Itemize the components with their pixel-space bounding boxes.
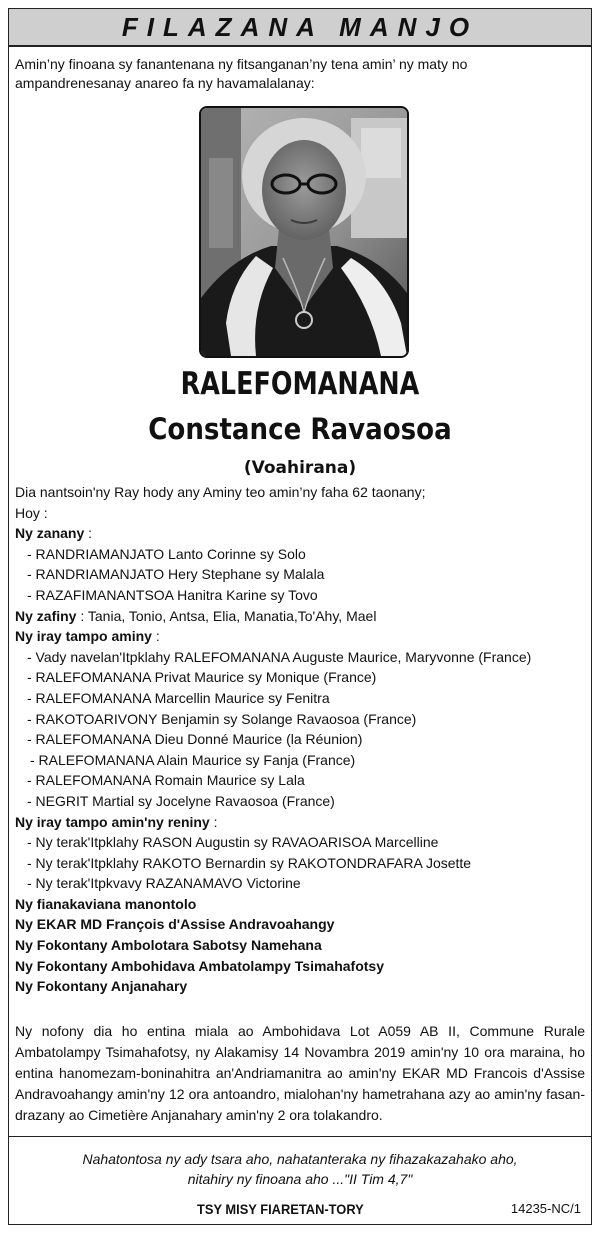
list-item: - RALEFOMANANA Marcellin Maurice sy Fenitra [27, 689, 330, 706]
list-item: - RANDRIAMANJATO Lanto Corinne sy Solo [27, 545, 306, 562]
quote-line-2: nitahiry ny finoana aho ..."II Tim 4,7" [187, 1171, 413, 1187]
mother-siblings-suffix: : [209, 813, 218, 830]
siblings-heading [15, 626, 587, 647]
list-item: - Ny terak'Itpkvavy RAZANAMAVO Victorine [27, 875, 301, 892]
bible-quote [9, 1149, 591, 1189]
other-family-line: Ny Fokontany Anjanahary [15, 978, 188, 995]
list-item: - RANDRIAMANJATO Hery Stephane sy Malala [27, 566, 325, 583]
other-family-line: Ny fianakaviana manontolo [15, 895, 197, 912]
grandchildren-text: : Tania, Tonio, Antsa, Elia, Manatia,To'Ahy, Mael [76, 607, 377, 624]
list-item: - Ny terak'Itpklahy RASON Augustin sy RAVAOARISOA Marcelline [27, 834, 439, 851]
deceased-surname: RALEFOMANANA [180, 366, 420, 402]
intro-text: Amin’ny finoana sy fanantenana ny fitsanganan’ny tena amin’ ny maty no ampandrenesanay anareo fa ny havamalalanay: [15, 56, 468, 91]
list-item: - RAKOTOARIVONY Benjamin sy Solange Ravaosoa (France) [27, 710, 417, 727]
signature-text: TSY MISY FIARETAN-TORY [197, 1201, 364, 1217]
other-family-line: Ny Fokontany Ambolotara Sabotsy Namehana [15, 937, 322, 954]
children-heading [15, 523, 587, 544]
notice-frame [8, 8, 592, 1225]
list-item: - Ny terak'Itpklahy RAKOTO Bernardin sy RAKOTONDRAFARA Josette [27, 854, 472, 871]
children-suffix: : [84, 525, 93, 542]
list-item: - RALEFOMANANA Dieu Donné Maurice (la Réunion) [27, 731, 363, 748]
list-item: - RAZAFIMANANTSOA Hanitra Karine sy Tovo [27, 586, 318, 603]
hoy-label: Hoy : [15, 504, 48, 521]
grandchildren-label: Ny zafiny [15, 607, 77, 624]
other-family-line: Ny EKAR MD François d'Assise Andravoahangy [15, 916, 335, 933]
mother-siblings-label: Ny iray tampo amin'ny reniny [15, 813, 210, 830]
list-item: - RALEFOMANANA Romain Maurice sy Lala [27, 772, 305, 789]
notice-header [9, 9, 591, 47]
notice-body [15, 482, 587, 997]
children-label: Ny zanany [15, 525, 85, 542]
deceased-given-names: Constance Ravaosoa [148, 412, 452, 446]
list-item: - NEGRIT Martial sy Jocelyne Ravaosoa (France) [27, 792, 335, 809]
quote-line-1: Nahatontosa ny ady tsara aho, nahatanteraka ny fihazakazahako aho, [82, 1151, 518, 1167]
funeral-paragraph: Ny nofony dia ho entina miala ao Ambohidava Lot A059 AB II, Commune Rurale Ambatolampy Tsimahafotsy, ny Alakamisy 14 Novambra 2019 amin'ny 10 ora maraina, ho entina hanomezam-boninahitra an'Andriamanitra ao amin'ny EKAR MD Francois d'Assise Andravoahangy amin'ny 12 ora antoandro, mialohan'ny hametrahana azy ao amin'ny fasan-drazany ao Cimetière Anjanahary amin'ny 2 ora tolakandro. [15, 1023, 585, 1123]
notice-title: FILAZANA MANJO [121, 11, 479, 42]
reference-code: 14235-NC/1 [510, 1201, 581, 1216]
deceased-nickname: (Voahirana) [243, 458, 357, 478]
portrait-photo [199, 106, 409, 358]
divider [9, 1136, 591, 1137]
siblings-label: Ny iray tampo aminy [15, 628, 152, 645]
list-item: - RALEFOMANANA Alain Maurice sy Fanja (France) [30, 751, 356, 768]
grandchildren-line [15, 606, 587, 627]
other-family-line: Ny Fokontany Ambohidava Ambatolampy Tsimahafotsy [15, 957, 384, 974]
list-item: - Vady navelan'Itpklahy RALEFOMANANA Auguste Maurice, Maryvonne (France) [27, 648, 532, 665]
announcement-text: Dia nantsoin'ny Ray hody any Aminy teo amin’ny faha 62 taonany; [15, 484, 426, 500]
mother-siblings-heading [15, 812, 587, 833]
list-item: - RALEFOMANANA Privat Maurice sy Monique (France) [27, 669, 377, 686]
siblings-suffix: : [151, 628, 160, 645]
